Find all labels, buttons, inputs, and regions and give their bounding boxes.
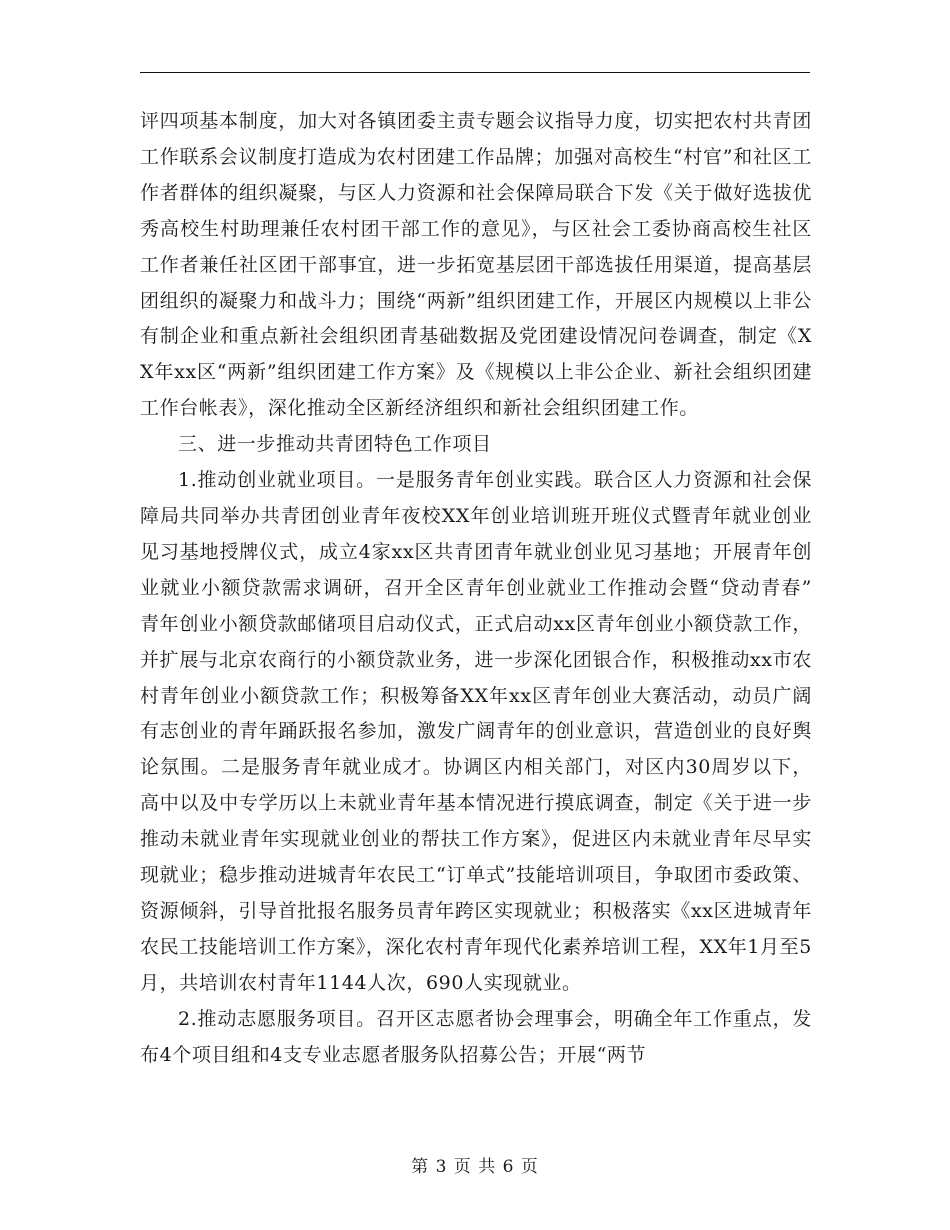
paragraph-1: 评四项基本制度，加大对各镇团委主责专题会议指导力度，切实把农村共青团工作联系会议制度打造成为农村团建工作品牌；加强对高校生“村官”和社区工作者群体的组织凝聚，与区人力资源和社会保障局联合下发《关于做好选拔优秀高校生村助理兼任农村团干部工作的意见》，与区社会工委协商高校生社区工作者兼任社区团干部事宜，进一步拓宽基层团干部选拔任用渠道，提高基层团组织的凝聚力和战斗力；围绕“两新”组织团建工作，开展区内规模以上非公有制企业和重点新社会组织团青基础数据及党团建设情况问卷调查，制定《XX年xx区“两新”组织团建工作方案》及《规模以上非公企业、新社会组织团建工作台帐表》，深化推动全区新经济组织和新社会组织团建工作。 <box>140 110 812 420</box>
page-number: 第 3 页 共 6 页 <box>411 1157 539 1177</box>
body-text <box>140 104 812 1073</box>
header-rule <box>140 72 810 73</box>
paragraph-entrepreneurship: 1.推动创业就业项目。一是服务青年创业实践。联合区人力资源和社会保障局共同举办共青团创业青年夜校XX年创业培训班开班仪式暨青年就业创业见习基地授牌仪式，成立4家xx区共青团青年就业创业见习基地；开展青年创业就业小额贷款需求调研，召开全区青年创业就业工作推动会暨“贷动青春” 青年创业小额贷款邮储项目启动仪式，正式启动xx区青年创业小额贷款工作，并扩展与北京农商行的小额贷款业务，进一步深化团银合作，积极推动xx市农村青年创业小额贷款工作；积极筹备XX年xx区青年创业大赛活动，动员广阔有志创业的青年踊跃报名参加，激发广阔青年的创业意识，营造创业的良好舆论氛围。二是服务青年就业成才。协调区内相关部门，对区内30周岁以下，高中以及中专学历以上未就业青年基本情况进行摸底调查，制定《关于进一步推动未就业青年实现就业创业的帮扶工作方案》，促进区内未就业青年尽早实现就业；稳步推动进城青年农民工“订单式”技能培训项目，争取团市委政策、资源倾斜，引导首批报名服务员青年跨区实现就业；积极落实《xx区进城青年农民工技能培训工作方案》，深化农村青年现代化素养培训工程，XX年1月至5月，共培训农村青年1144人次，690人实现就业。 <box>140 469 812 994</box>
paragraph-volunteer: 2.推动志愿服务项目。召开区志愿者协会理事会，明确全年工作重点，发布4个项目组和4支专业志愿者服务队招募公告；开展“两节 <box>140 1007 812 1066</box>
section-heading-3: 三、进一步推动共青团特色工作项目 <box>178 433 492 456</box>
